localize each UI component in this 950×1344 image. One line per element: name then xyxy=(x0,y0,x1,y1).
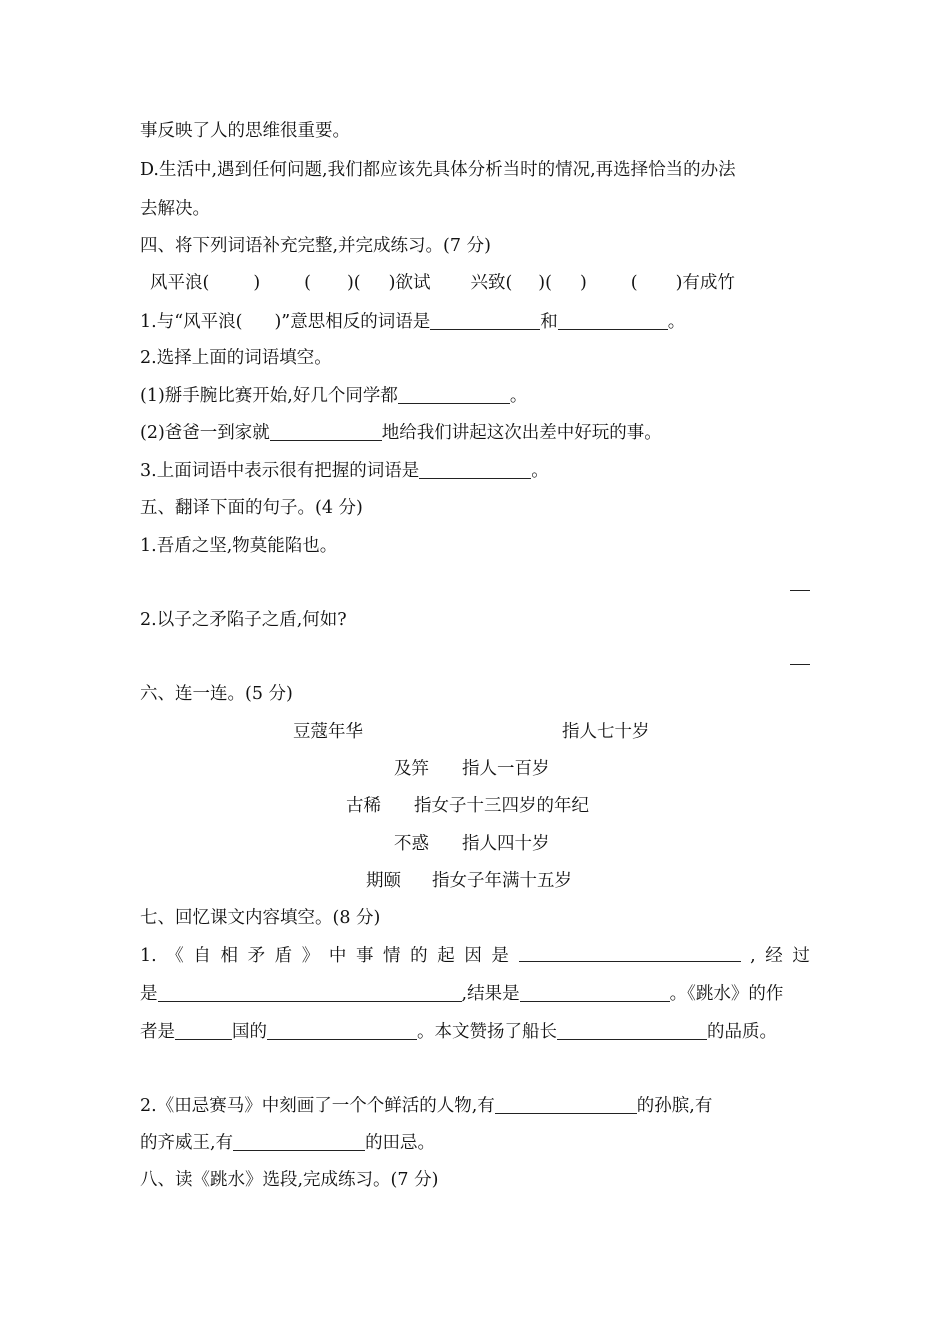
answer-blank[interactable] xyxy=(158,983,462,1002)
match-right-4[interactable]: 指人四十岁 xyxy=(462,834,550,854)
match-right-2[interactable]: 指人一百岁 xyxy=(462,759,550,779)
answer-blank[interactable] xyxy=(519,943,741,962)
section-5-title: 五、翻译下面的句子。(4 分) xyxy=(140,498,363,518)
answer-blank[interactable] xyxy=(175,1021,232,1040)
answer-blank[interactable] xyxy=(267,1021,417,1040)
s4-q1: 1.与“风平浪( )”意思相反的词语是 和 。 xyxy=(140,312,686,332)
answer-blank[interactable] xyxy=(419,460,531,479)
idiom-3: 兴致( )( ) xyxy=(470,273,587,293)
idiom-1: 风平浪( ) xyxy=(150,273,261,293)
prev-option-d: D.生活中,遇到任何问题,我们都应该先具体分析当时的情况,再选择恰当的办法 xyxy=(140,160,736,180)
s7-q2-line1: 2.《田忌赛马》中刻画了一个个鲜活的人物,有 的孙膑,有 xyxy=(140,1096,713,1116)
s7-q2-line2: 的齐威王,有 的田忌。 xyxy=(140,1133,436,1153)
s4-q2-1: (1)掰手腕比赛开始,好几个同学都 。 xyxy=(140,386,528,406)
match-left-3[interactable]: 古稀 xyxy=(346,796,381,816)
match-right-5[interactable]: 指女子年满十五岁 xyxy=(432,871,572,891)
s7-q1-line2: 是 ,结果是 。《跳水》的作 xyxy=(140,984,784,1004)
answer-line[interactable] xyxy=(790,590,810,591)
match-right-3[interactable]: 指女子十三四岁的年纪 xyxy=(414,796,589,816)
match-left-1[interactable]: 豆蔻年华 xyxy=(293,722,363,742)
answer-blank[interactable] xyxy=(520,983,670,1002)
idiom-2: ( )( )欲试 xyxy=(304,273,431,293)
s4-q2: 2.选择上面的词语填空。 xyxy=(140,348,332,368)
answer-blank[interactable] xyxy=(495,1095,637,1114)
answer-blank[interactable] xyxy=(270,422,382,441)
answer-blank[interactable] xyxy=(558,311,668,330)
prev-line-1: 事反映了人的思维很重要。 xyxy=(140,121,350,141)
match-left-4[interactable]: 不惑 xyxy=(394,834,429,854)
answer-blank[interactable] xyxy=(398,385,510,404)
idiom-4: ( )有成竹 xyxy=(630,273,735,293)
answer-blank[interactable] xyxy=(430,311,540,330)
match-right-1[interactable]: 指人七十岁 xyxy=(562,722,650,742)
s4-q2-2: (2)爸爸一到家就 地给我们讲起这次出差中好玩的事。 xyxy=(140,423,662,443)
section-8-title: 八、读《跳水》选段,完成练习。(7 分) xyxy=(140,1170,439,1190)
answer-blank[interactable] xyxy=(557,1021,707,1040)
prev-option-d-cont: 去解决。 xyxy=(140,199,210,219)
match-left-2[interactable]: 及笄 xyxy=(394,759,429,779)
answer-line[interactable] xyxy=(790,664,810,665)
section-7-title: 七、回忆课文内容填空。(8 分) xyxy=(140,908,381,928)
s7-q1-line3: 者是 国的 。本文赞扬了船长 的品质。 xyxy=(140,1022,777,1042)
s5-q2: 2.以子之矛陷子之盾,何如? xyxy=(140,610,347,630)
s7-q1-line1: 1. 《 自 相 矛 盾 》 中 事 情 的 起 因 是 , 经 过 xyxy=(140,943,810,969)
section-4-title: 四、将下列词语补充完整,并完成练习。(7 分) xyxy=(140,236,491,256)
s5-q1: 1.吾盾之坚,物莫能陷也。 xyxy=(140,536,338,556)
section-6-title: 六、连一连。(5 分) xyxy=(140,684,293,704)
idiom-row xyxy=(150,270,735,296)
match-left-5[interactable]: 期颐 xyxy=(366,871,401,891)
s4-q3: 3.上面词语中表示很有把握的词语是 。 xyxy=(140,461,549,481)
answer-blank[interactable] xyxy=(233,1132,365,1151)
